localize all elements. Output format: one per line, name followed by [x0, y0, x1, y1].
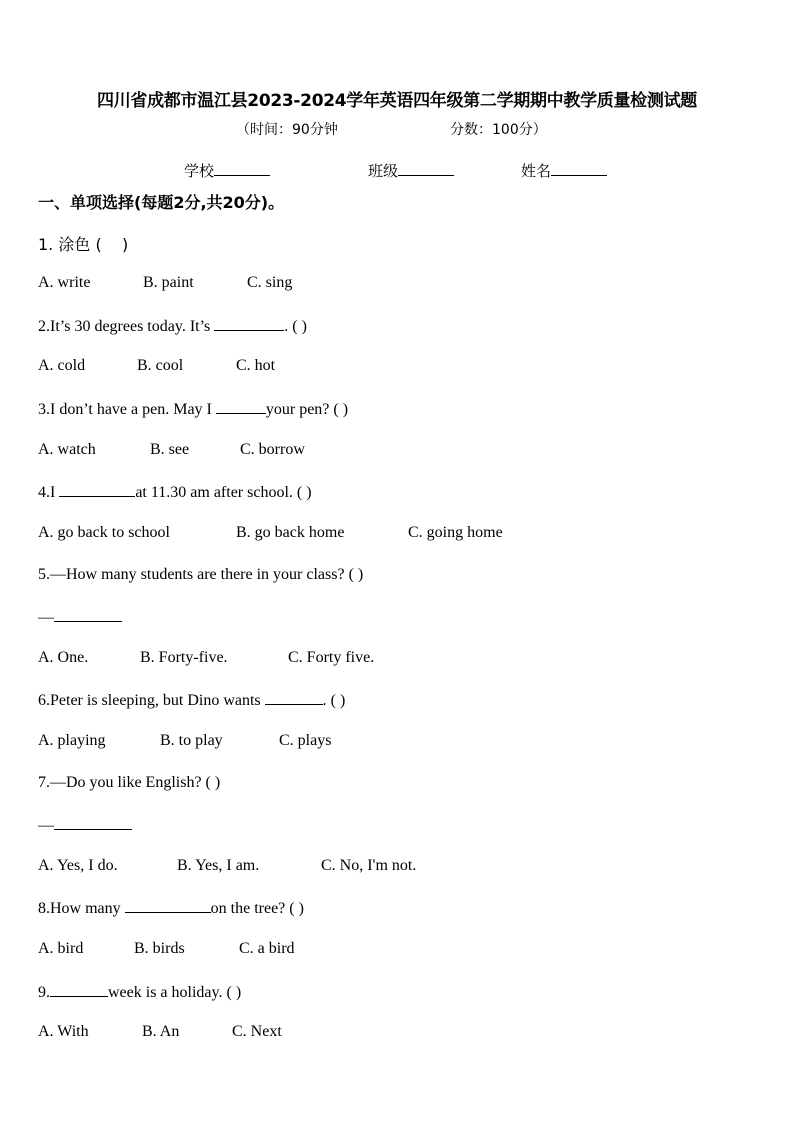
question-2-option-b[interactable]: B. cool — [137, 357, 184, 374]
question-4-option-b[interactable]: B. go back home — [236, 524, 345, 541]
question-7-option-c[interactable]: C. No, I'm not. — [321, 857, 417, 874]
question-1-option-b[interactable]: B. paint — [143, 274, 194, 291]
question-2-option-a[interactable]: A. cold — [38, 357, 86, 374]
school-blank[interactable] — [214, 160, 270, 176]
question-4-option-c[interactable]: C. going home — [408, 524, 503, 541]
school-label: 学校 — [184, 162, 215, 180]
question-6-option-b[interactable]: B. to play — [160, 732, 223, 749]
question-3-option-a[interactable]: A. watch — [38, 441, 96, 458]
question-4-blank[interactable] — [59, 482, 135, 497]
question-2-option-c[interactable]: C. hot — [236, 357, 276, 374]
question-9-option-a[interactable]: A. With — [38, 1023, 89, 1040]
question-6-stem: 6.Peter is sleeping, but Dino wants . ( ) — [38, 692, 346, 709]
question-4-option-a[interactable]: A. go back to school — [38, 524, 170, 541]
question-3-option-b[interactable]: B. see — [150, 441, 190, 458]
question-7-option-b[interactable]: B. Yes, I am. — [177, 857, 260, 874]
section-title: 一、单项选择(每题2分,共20分)。 — [38, 193, 285, 212]
question-7-blank[interactable] — [54, 815, 132, 830]
name-label: 姓名 — [521, 162, 552, 180]
question-5-blank[interactable] — [54, 607, 122, 622]
name-blank[interactable] — [551, 160, 607, 176]
question-8-blank[interactable] — [125, 898, 211, 913]
question-8-option-a[interactable]: A. bird — [38, 940, 84, 957]
question-5-option-a[interactable]: A. One. — [38, 649, 89, 666]
class-field — [368, 160, 454, 181]
question-5-stem: 5.—How many students are there in your class? ( ) — [38, 566, 364, 583]
question-9-option-b[interactable]: B. An — [142, 1023, 180, 1040]
question-6-blank[interactable] — [265, 690, 323, 705]
question-1-option-c[interactable]: C. sing — [247, 274, 293, 291]
question-2-stem: 2.It’s 30 degrees today. It’s . ( ) — [38, 318, 307, 335]
exam-score: 分数：100分） — [450, 122, 547, 138]
exam-time: （时间：90分钟 — [236, 122, 338, 138]
question-3-option-c[interactable]: C. borrow — [240, 441, 305, 458]
question-7-answer-line: — — [38, 815, 132, 835]
question-5-option-c[interactable]: C. Forty five. — [288, 649, 375, 666]
question-9-option-c[interactable]: C. Next — [232, 1023, 282, 1040]
question-5-answer-line: — — [38, 607, 122, 627]
question-7-stem: 7.—Do you like English? ( ) — [38, 774, 221, 791]
school-field — [184, 160, 270, 181]
question-4-stem: 4.I at 11.30 am after school. ( ) — [38, 484, 312, 501]
question-1-option-a[interactable]: A. write — [38, 274, 91, 291]
question-7-option-a[interactable]: A. Yes, I do. — [38, 857, 118, 874]
class-label: 班级 — [368, 162, 399, 180]
exam-title: 四川省成都市温江县2023-2024学年英语四年级第二学期期中教学质量检测试题 — [97, 91, 697, 111]
question-6-option-c[interactable]: C. plays — [279, 732, 332, 749]
question-2-blank[interactable] — [214, 316, 284, 331]
question-8-option-c[interactable]: C. a bird — [239, 940, 295, 957]
question-3-blank[interactable] — [216, 399, 266, 414]
question-6-option-a[interactable]: A. playing — [38, 732, 106, 749]
question-3-stem: 3.I don’t have a pen. May I your pen? ( ) — [38, 401, 349, 418]
name-field — [521, 160, 607, 181]
question-1-stem: 1. 涂色 ( ) — [38, 235, 129, 254]
question-5-option-b[interactable]: B. Forty-five. — [140, 649, 228, 666]
question-8-option-b[interactable]: B. birds — [134, 940, 185, 957]
question-8-stem: 8.How many on the tree? ( ) — [38, 900, 304, 917]
question-9-stem: 9. week is a holiday. ( ) — [38, 984, 242, 1001]
question-9-blank[interactable] — [50, 982, 108, 997]
class-blank[interactable] — [398, 160, 454, 176]
